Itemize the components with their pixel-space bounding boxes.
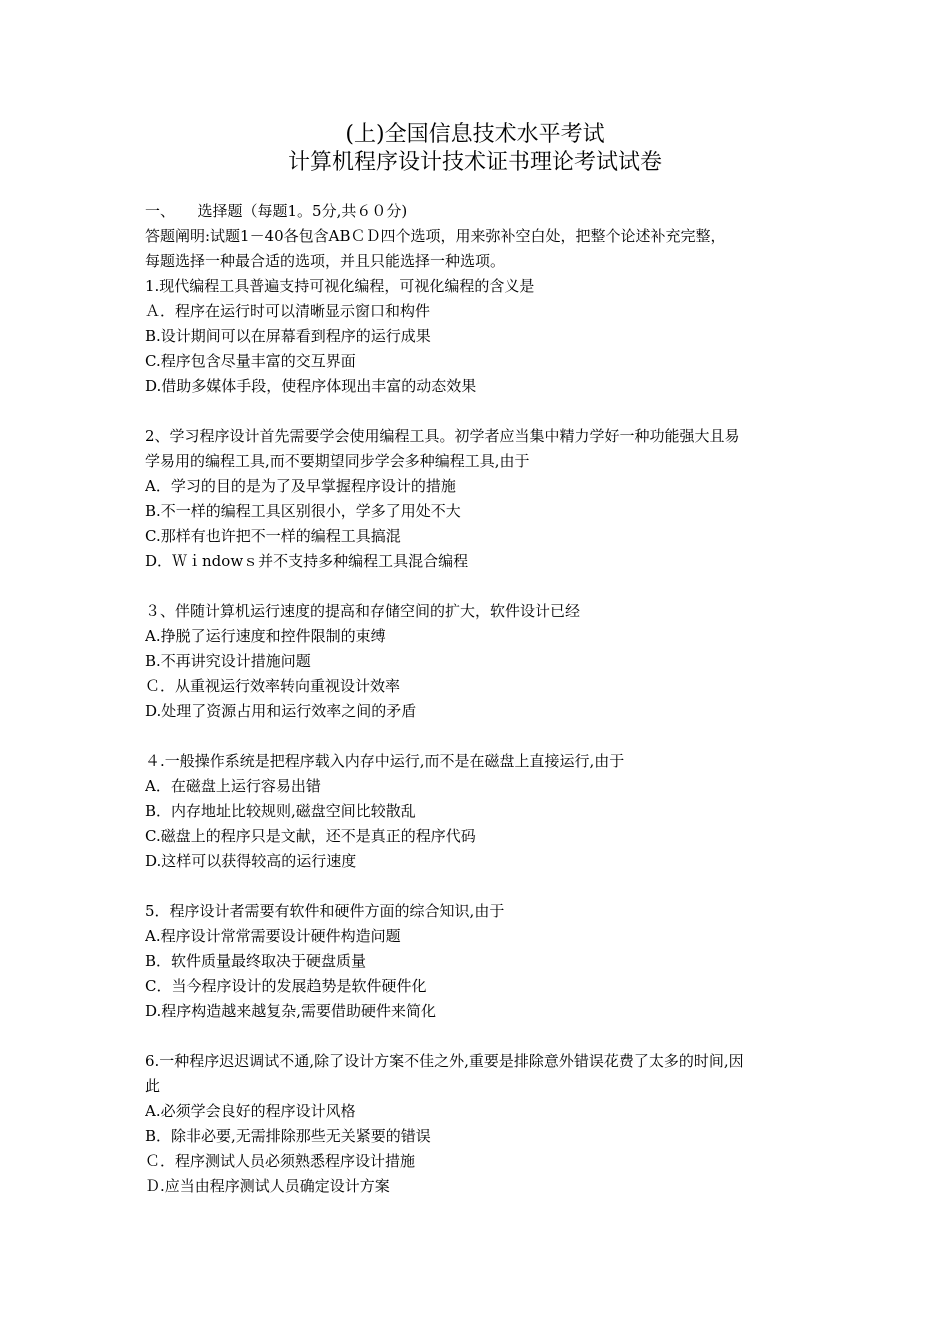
answer-option: B．除非必要,无需排除那些无关紧要的错误 (145, 1127, 431, 1145)
spacer (145, 874, 825, 899)
document-title-line1: (上)全国信息技术水平考试 (345, 122, 605, 147)
answer-option: C.磁盘上的程序只是文献，还不是真正的程序代码 (145, 827, 476, 845)
question-stem: 1.现代编程工具普遍支持可视化编程，可视化编程的含义是 (145, 277, 535, 295)
question-stem: 学易用的编程工具,而不要期望同步学会多种编程工具,由于 (145, 452, 530, 470)
answer-option: D.借助多媒体手段，使程序体现出丰富的动态效果 (145, 377, 477, 395)
answer-option: B．软件质量最终取决于硬盘质量 (145, 952, 367, 970)
answer-option: A．在磁盘上运行容易出错 (145, 777, 321, 795)
question-1 (145, 274, 825, 399)
answer-option: C.程序包含尽量丰富的交互界面 (145, 352, 356, 370)
answer-option: A.程序设计常常需要设计硬件构造问题 (145, 927, 401, 945)
answer-option: C．当今程序设计的发展趋势是软件硬件化 (145, 977, 427, 995)
question-stem: ３、伴随计算机运行速度的提高和存储空间的扩大，软件设计已经 (145, 602, 581, 620)
question-stem: 6.一种程序迟迟调试不通,除了设计方案不佳之外,重要是排除意外错误花费了太多的时间,因 (145, 1052, 744, 1070)
question-6 (145, 1049, 825, 1199)
question-4 (145, 749, 825, 874)
question-stem: ４.一般操作系统是把程序载入内存中运行,而不是在磁盘上直接运行,由于 (145, 752, 625, 770)
question-5 (145, 899, 825, 1024)
question-stem: 此 (145, 1077, 161, 1095)
answer-option: D.处理了资源占用和运行效率之间的矛盾 (145, 702, 417, 720)
answer-option: D.程序构造越来越复杂,需要借助硬件来简化 (145, 1002, 437, 1020)
answer-option: Ｃ．从重视运行效率转向重视设计效率 (145, 677, 401, 695)
answer-option: B.不一样的编程工具区别很小，学多了用处不大 (145, 502, 461, 520)
question-stem: 5．程序设计者需要有软件和硬件方面的综合知识,由于 (145, 902, 505, 920)
answer-option: B.设计期间可以在屏幕看到程序的运行成果 (145, 327, 431, 345)
answer-option: Ａ．程序在运行时可以清晰显示窗口和构件 (145, 302, 431, 320)
document-body (145, 199, 825, 1199)
question-2 (145, 424, 825, 574)
answer-option: Ｃ．程序测试人员必须熟悉程序设计措施 (145, 1152, 416, 1170)
instructions-line1: 答题阐明:试题1－40各包含ABＣＤ四个选项，用来弥补空白处，把整个论述补充完整， (145, 227, 726, 245)
answer-option: Ｄ.应当由程序测试人员确定设计方案 (145, 1177, 390, 1195)
section-heading: 一、 选择题（每题1。5分,共６０分) (145, 202, 408, 220)
spacer (145, 399, 825, 424)
document-title-line2: 计算机程序设计技术证书理论考试试卷 (287, 150, 662, 175)
question-3 (145, 599, 825, 724)
spacer (145, 574, 825, 599)
answer-option: B.不再讲究设计措施问题 (145, 652, 311, 670)
answer-option: D．Ｗｉndowｓ并不支持多种编程工具混合编程 (145, 552, 469, 570)
spacer (145, 724, 825, 749)
answer-option: D.这样可以获得较高的运行速度 (145, 852, 357, 870)
instructions-line2: 每题选择一种最合适的选项，并且只能选择一种选项。 (145, 252, 506, 270)
answer-option: B．内存地址比较规则,磁盘空间比较散乱 (145, 802, 416, 820)
spacer (145, 1024, 825, 1049)
answer-option: C.那样有也许把不一样的编程工具搞混 (145, 527, 401, 545)
answer-option: A.必须学会良好的程序设计风格 (145, 1102, 356, 1120)
question-stem: 2、学习程序设计首先需要学会使用编程工具。初学者应当集中精力学好一种功能强大且易 (145, 427, 740, 445)
answer-option: A.挣脱了运行速度和控件限制的束缚 (145, 627, 386, 645)
answer-option: A．学习的目的是为了及早掌握程序设计的措施 (145, 477, 456, 495)
